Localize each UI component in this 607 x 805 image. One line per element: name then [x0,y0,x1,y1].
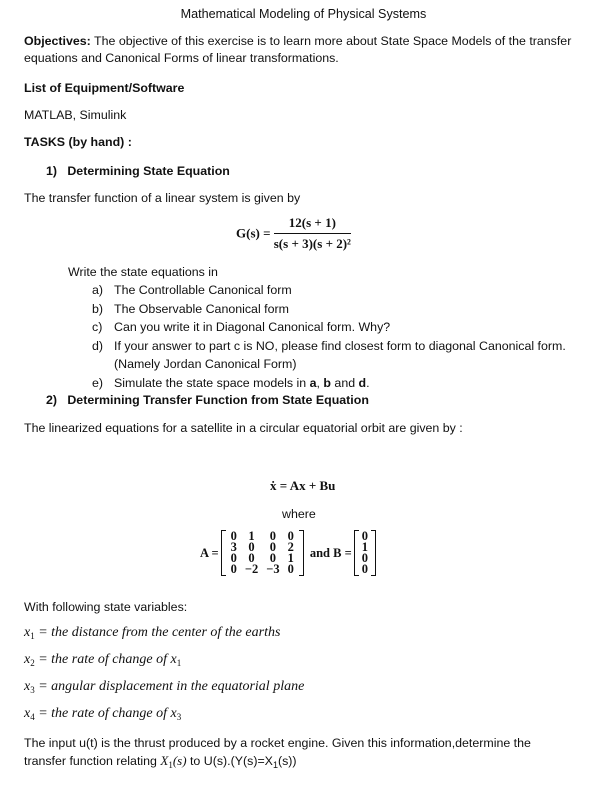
matrix-a-cell: 0 [269,529,277,543]
objectives-line1: The objective of this exercise is to learn more about State Space Models of the transfer [90,34,572,48]
gs-numerator: 12(s + 1) [274,214,351,234]
final-line1: The input u(t) is the thrust produced by a rocket engine. Given this information,determine the [24,736,531,750]
tasks-heading: TASKS (by hand) : [24,135,132,149]
where-label: where [282,507,316,521]
matrix-b-table [358,531,372,575]
matrix-a-cell: 0 [230,529,237,543]
state-var-x4: $x_4$ = the rate of change of $x_3$ [24,706,182,722]
task1-heading [46,163,230,180]
matrix-a-cell: 0 [230,551,237,565]
task1-number: 1) [46,164,58,178]
matrix-b-row [358,564,372,575]
matrix-b-cell: 0 [361,529,368,543]
objectives-line2: equations and Canonical Forms of linear transformations. [24,50,339,65]
task2-title: Determining Transfer Function from State Equation [67,393,369,407]
final-paragraph: The input u(t) is the thrust produced by a rocket engine. Given this information,determine the transfer function relating $X_1(s)$ to $U(s).(Y(s)=X_1(s))$ [24,736,531,770]
objectives-paragraph [24,33,594,66]
task2-intro: The linearized equations for a satellite in a circular equatorial orbit are given by : [24,421,463,435]
state-equation: ẋ = Ax + Bu [270,478,336,493]
matrix-equations [200,530,376,576]
matrix-a-cell: 3 [230,540,237,554]
matrix-a-cell: 0 [287,529,294,543]
list-item: (Namely Jordan Canonical Form) [114,357,297,371]
matrix-a [221,530,304,576]
a-label: A = [200,545,219,560]
task2-number: 2) [46,393,58,407]
gs-lhs: G(s) = [236,225,271,241]
matrix-b [354,530,376,576]
page-title: Mathematical Modeling of Physical Systems [180,7,427,21]
matrix-a-cell: 0 [287,562,294,576]
matrix-a-cell: 0 [248,540,255,554]
task2-heading [46,392,369,409]
matrix-a-cell: 0 [248,551,255,565]
matrix-a-cell: 0 [269,540,277,554]
gs-fraction [274,214,351,252]
state-var-x2: $x_2$ = the rate of change of $x_1$ [24,652,182,668]
matrix-a-cell: −2 [244,562,259,576]
list-item: d) If your answer to part c is NO, please find closest form to diagonal Canonical form. [92,338,566,353]
b-label: and B = [309,545,352,560]
objectives-label: Objectives: [24,34,91,48]
equipment-item: MATLAB, Simulink [24,108,127,122]
state-vars-heading: With following state variables: [24,600,188,614]
matrix-a-table [227,531,298,575]
matrix-a-cell: 2 [287,540,294,554]
matrix-a-row [227,564,298,575]
matrix-b-cell: 1 [361,540,368,554]
matrix-b-cell: 0 [361,562,368,576]
task1-list [92,282,592,393]
transfer-function-equation [236,214,351,252]
matrix-a-cell: 1 [287,551,294,565]
task1-intro: The transfer function of a linear system is given by [24,191,301,205]
state-var-x3: $x_3$ = angular displacement in the equatorial plane [24,679,305,695]
state-var-x1: $x_1$ = the distance from the center of the earths [24,625,281,641]
list-item: a) The Controllable Canonical form [92,283,292,297]
matrix-a-cell: 0 [230,562,237,576]
gs-denominator: s(s + 3)(s + 2)² [273,235,351,251]
matrix-a-cell: −3 [266,562,280,576]
matrix-a-cell: 0 [269,551,277,565]
matrix-b-cell: 0 [361,551,368,565]
task1-title: Determining State Equation [67,164,230,178]
list-item: c) Can you write it in Diagonal Canonical form. Why? [92,320,391,334]
matrix-a-cell: 1 [248,529,255,543]
write-state-equations: Write the state equations in [68,265,218,279]
list-item: b) The Observable Canonical form [92,301,289,316]
equipment-heading: List of Equipment/Software [24,81,185,95]
list-item: e) Simulate the state space models in a, b and d. [92,375,370,390]
